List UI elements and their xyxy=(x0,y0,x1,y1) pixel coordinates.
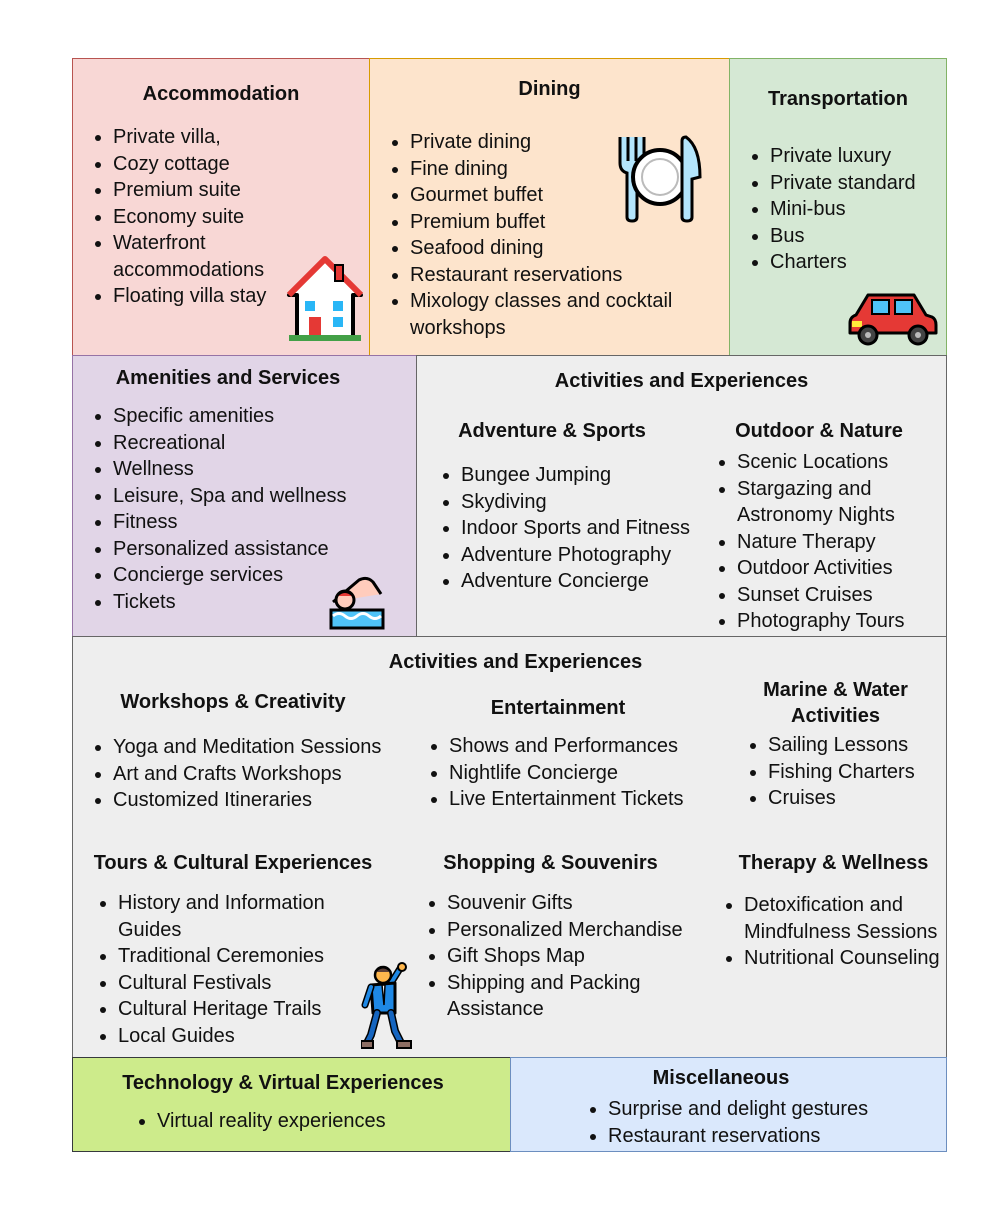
list-item: • Restaurant reservations xyxy=(410,262,730,289)
list-item: • Recreational xyxy=(113,430,413,457)
transportation-box xyxy=(729,58,947,356)
list-item: • Private standard xyxy=(770,170,960,197)
list-item: • Fitness xyxy=(113,509,413,536)
dancer-icon xyxy=(361,961,413,1049)
dining-title: Dining xyxy=(518,78,581,100)
list-item: • Nightlife Concierge xyxy=(449,760,749,787)
list-item: • Seafood dining xyxy=(410,235,730,262)
list-item: • Detoxification and Mindfulness Sessions xyxy=(744,892,944,945)
outdoor-title: Outdoor & Nature xyxy=(735,420,903,442)
shopping-title: Shopping & Souvenirs xyxy=(443,852,658,874)
technology-box xyxy=(72,1057,511,1152)
technology-title: Technology & Virtual Experiences xyxy=(122,1072,444,1094)
list-item: • Shipping and Packing Assistance xyxy=(447,970,727,1023)
list-item: • Private dining xyxy=(410,129,730,156)
list-item: • Traditional Ceremonies xyxy=(118,943,383,970)
list-item: • Personalized Merchandise xyxy=(447,917,727,944)
list-item: • Shows and Performances xyxy=(449,733,749,760)
list-item: • Floating villa stay xyxy=(113,283,298,310)
accommodation-title: Accommodation xyxy=(142,83,300,105)
list-item: • Charters xyxy=(770,249,960,276)
transportation-title: Transportation xyxy=(767,88,908,110)
list-item: • Cozy cottage xyxy=(113,151,298,178)
workshops-title: Workshops & Creativity xyxy=(120,691,346,713)
list-item: • Private villa, xyxy=(113,124,298,151)
list-item: • Indoor Sports and Fitness xyxy=(461,515,721,542)
technology-list xyxy=(137,1108,497,1135)
list-item: • Gourmet buffet xyxy=(410,182,730,209)
adventure-title: Adventure & Sports xyxy=(458,420,646,442)
activities-top-title: Activities and Experiences xyxy=(554,370,809,392)
list-item: • Fine dining xyxy=(410,156,730,183)
list-item: • Fishing Charters xyxy=(768,759,968,786)
list-item: • Live Entertainment Tickets xyxy=(449,786,749,813)
list-item: • Specific amenities xyxy=(113,403,413,430)
miscellaneous-list xyxy=(588,1096,948,1149)
tours-title: Tours & Cultural Experiences xyxy=(93,852,373,874)
amenities-title: Amenities and Services xyxy=(115,367,341,389)
activities-bottom-title: Activities and Experiences xyxy=(388,651,643,673)
list-item: • Bungee Jumping xyxy=(461,462,721,489)
list-item: • Mini-bus xyxy=(770,196,960,223)
entertainment-title: Entertainment xyxy=(490,697,626,719)
list-item: • Cultural Heritage Trails xyxy=(118,996,383,1023)
accommodation-box xyxy=(72,58,370,356)
list-item: • Cruises xyxy=(768,785,968,812)
list-item: • Scenic Locations xyxy=(737,449,947,476)
list-item: • Art and Crafts Workshops xyxy=(113,761,443,788)
list-item: • Private luxury xyxy=(770,143,960,170)
outdoor-list xyxy=(717,449,947,635)
list-item: • Cultural Festivals xyxy=(118,970,383,997)
list-item: • Waterfront accommodations xyxy=(113,230,298,283)
shopping-list xyxy=(427,890,727,1023)
activities-bottom-box xyxy=(72,636,947,1058)
tours-list xyxy=(98,890,383,1049)
workshops-list xyxy=(93,734,443,814)
list-item: • Sailing Lessons xyxy=(768,732,968,759)
transportation-list xyxy=(750,143,960,276)
list-item: • Leisure, Spa and wellness xyxy=(113,483,413,510)
list-item: • History and Information Guides xyxy=(118,890,383,943)
list-item: • Adventure Concierge xyxy=(461,568,721,595)
list-item: • Gift Shops Map xyxy=(447,943,727,970)
dining-box xyxy=(369,58,730,356)
list-item: • Nature Therapy xyxy=(737,529,947,556)
list-item: • Bus xyxy=(770,223,960,250)
list-item: • Souvenir Gifts xyxy=(447,890,727,917)
list-item: • Sunset Cruises xyxy=(737,582,947,609)
marine-title: Marine & Water Activities xyxy=(763,679,908,727)
adventure-list xyxy=(441,462,721,595)
miscellaneous-title: Miscellaneous xyxy=(652,1067,790,1089)
list-item: • Adventure Photography xyxy=(461,542,721,569)
house-icon xyxy=(285,255,365,343)
plate-cutlery-icon xyxy=(614,133,706,223)
list-item: • Virtual reality experiences xyxy=(157,1108,497,1135)
car-icon xyxy=(848,289,938,347)
therapy-title: Therapy & Wellness xyxy=(738,852,929,874)
amenities-box xyxy=(72,355,417,637)
swimmer-icon xyxy=(329,574,385,630)
list-item: • Premium buffet xyxy=(410,209,730,236)
list-item: • Personalized assistance xyxy=(113,536,413,563)
list-item: • Local Guides xyxy=(118,1023,383,1050)
list-item: • Photography Tours xyxy=(737,608,947,635)
list-item: • Economy suite xyxy=(113,204,298,231)
list-item: • Surprise and delight gestures xyxy=(608,1096,948,1123)
list-item: • Nutritional Counseling xyxy=(744,945,944,972)
list-item: • Outdoor Activities xyxy=(737,555,947,582)
list-item: • Mixology classes and cocktail workshops xyxy=(410,288,730,341)
list-item: • Premium suite xyxy=(113,177,298,204)
list-item: • Customized Itineraries xyxy=(113,787,443,814)
list-item: • Yoga and Meditation Sessions xyxy=(113,734,443,761)
miscellaneous-box xyxy=(510,1057,947,1152)
list-item: • Tickets xyxy=(113,589,413,616)
list-item: • Skydiving xyxy=(461,489,721,516)
therapy-list xyxy=(724,892,944,972)
list-item: • Restaurant reservations xyxy=(608,1123,948,1150)
entertainment-list xyxy=(429,733,749,813)
list-item: • Wellness xyxy=(113,456,413,483)
marine-list xyxy=(748,732,968,812)
accommodation-list xyxy=(93,124,298,310)
list-item: • Stargazing and Astronomy Nights xyxy=(737,476,947,529)
list-item: • Concierge services xyxy=(113,562,413,589)
activities-top-box xyxy=(416,355,947,637)
